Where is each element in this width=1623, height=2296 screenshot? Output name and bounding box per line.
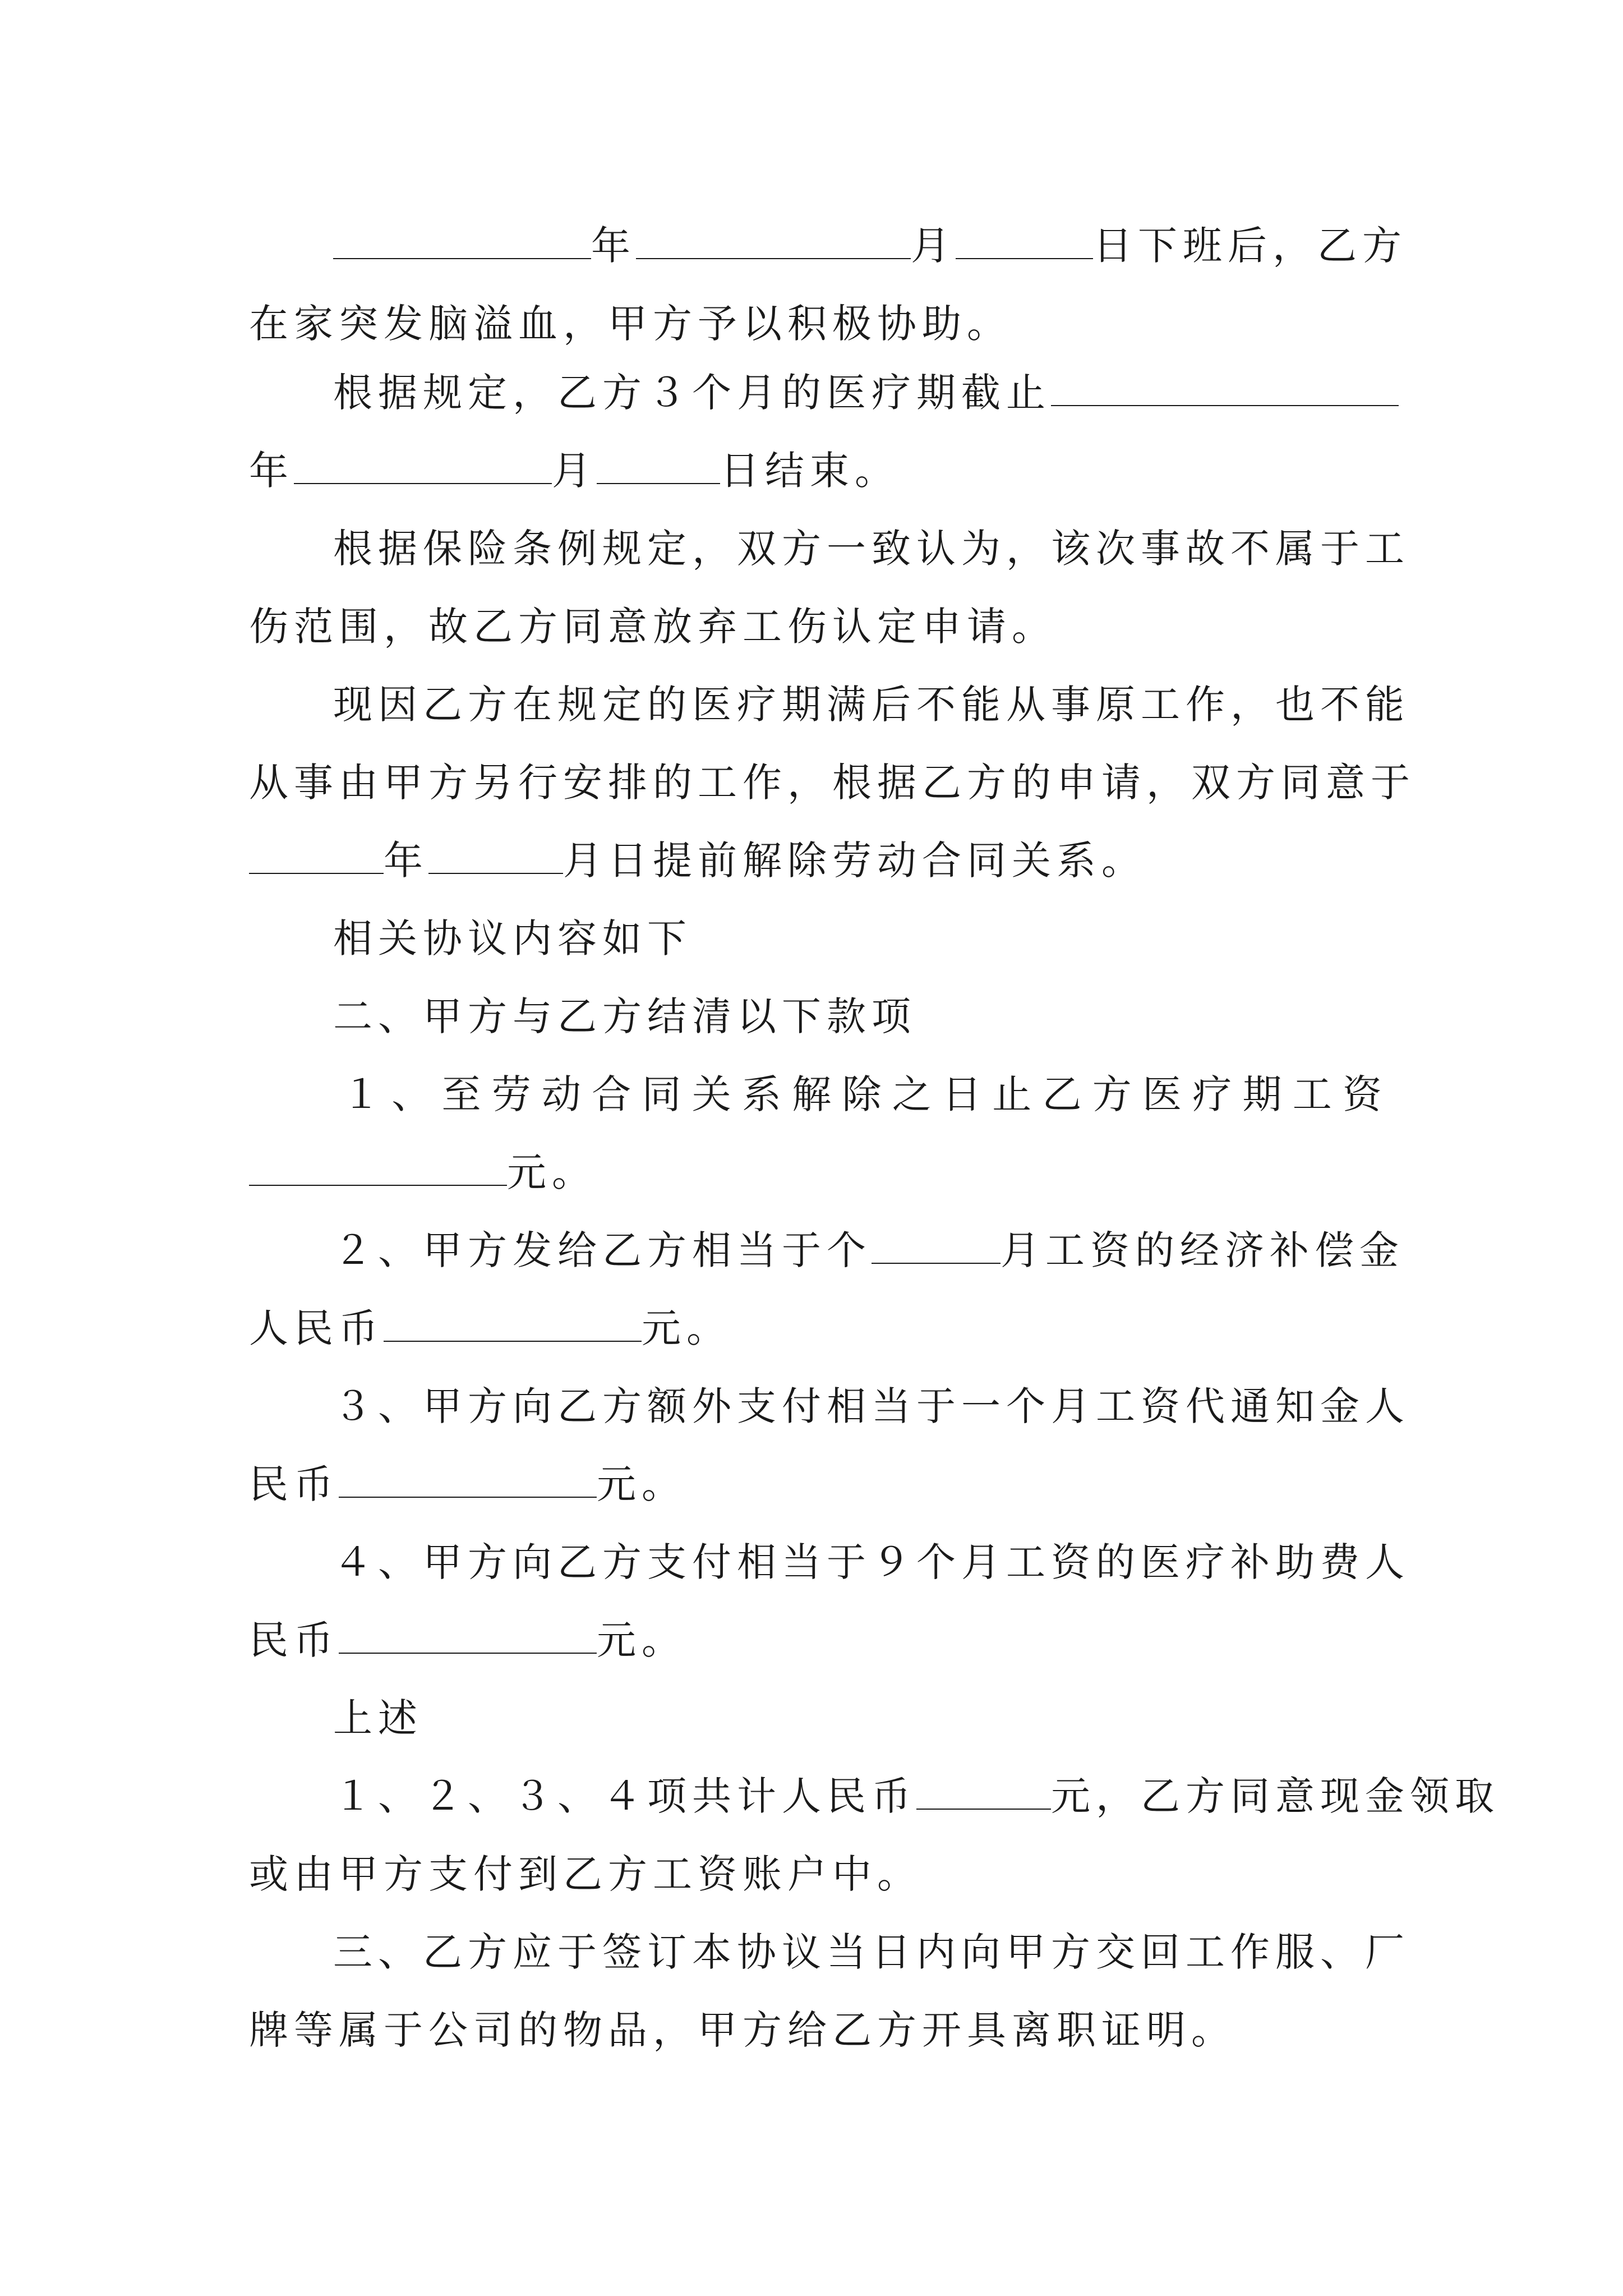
text-item-2-cont: 月工资的经济补偿金 <box>1000 1227 1404 1273</box>
text-day-after-work: 日下班后，乙方 <box>1093 223 1407 269</box>
item-2-compensation <box>249 1212 1404 1368</box>
text-line: 现因乙方在规定的医疗期满后不能从事原工作，也不能 <box>333 682 1410 728</box>
blank-total-amount <box>916 1777 1051 1810</box>
paragraph-total <box>249 1757 1500 1913</box>
item-4-medical-subsidy <box>249 1524 1410 1680</box>
blank-amount <box>249 1153 507 1186</box>
text-yuan: 元。 <box>507 1149 597 1195</box>
text-line <box>249 1290 1387 1368</box>
text-line <box>249 354 1387 432</box>
paragraph-agreement-intro <box>249 900 1387 978</box>
text-year: 年 <box>591 223 636 269</box>
text-line: 根据保险条例规定，双方一致认为，该次事故不属于工 <box>333 526 1410 572</box>
text-terminate: 月日提前解除劳动合同关系。 <box>563 838 1146 884</box>
text-yuan: 元。 <box>597 1461 686 1507</box>
item-3-notice-pay <box>249 1368 1410 1524</box>
text-line <box>249 1757 1500 1835</box>
text-line <box>249 207 1407 285</box>
blank-months <box>872 1231 1000 1264</box>
text-line: 上述 <box>333 1695 423 1741</box>
text-line: 相关协议内容如下 <box>333 915 692 961</box>
blank-month <box>636 227 911 259</box>
text-line <box>249 822 1387 900</box>
text-rmb: 民币 <box>249 1617 339 1663</box>
text-line: ４、甲方向乙方支付相当于９个月工资的医疗补助费人 <box>333 1539 1410 1585</box>
text-line: 从事由甲方另行安排的工作，根据乙方的申请，双方同意于 <box>249 760 1415 806</box>
text-line: 或由甲方支付到乙方工资账户中。 <box>249 1851 922 1897</box>
text-line: 三、乙方应于签订本协议当日内向甲方交回工作服、厂 <box>333 1929 1410 1975</box>
blank-amount <box>339 1621 597 1654</box>
section-two-heading <box>249 978 1387 1056</box>
blank-amount <box>384 1309 642 1342</box>
text-line <box>249 1602 1387 1680</box>
paragraph-termination <box>249 666 1415 900</box>
blank-amount <box>339 1465 597 1498</box>
text-year: 年 <box>384 838 428 884</box>
text-line <box>249 1134 1387 1212</box>
text-line: 牌等属于公司的物品，甲方给乙方开具离职证明。 <box>249 2007 1236 2053</box>
blank-year <box>333 227 591 259</box>
item-1-salary <box>249 1056 1387 1212</box>
blank-end-date <box>1051 374 1399 406</box>
blank-year <box>249 841 384 874</box>
blank-month <box>428 841 563 874</box>
blank-day <box>956 227 1093 259</box>
text-medical-period: 根据规定，乙方３个月的医疗期截止 <box>333 370 1051 416</box>
text-day-end: 日结束。 <box>720 448 900 494</box>
text-line <box>249 1446 1387 1524</box>
text-line: ３、甲方向乙方额外支付相当于一个月工资代通知金人 <box>333 1383 1410 1429</box>
paragraph-above <box>249 1680 1387 1757</box>
paragraph-medical-period <box>249 354 1387 510</box>
text-line: 伤范围，故乙方同意放弃工伤认定申请。 <box>249 604 1057 650</box>
text-line: 二、甲方与乙方结清以下款项 <box>333 993 916 1039</box>
blank-day <box>597 452 720 484</box>
text-yuan: 元。 <box>642 1305 731 1351</box>
text-total: １、２、３、４项共计人民币 <box>333 1773 916 1819</box>
text-total-cont: 元，乙方同意现金领取 <box>1051 1773 1500 1819</box>
paragraph-injury <box>249 510 1410 666</box>
text-item-2: ２、甲方发给乙方相当于个 <box>333 1227 872 1273</box>
text-line: １、至劳动合同关系解除之日止乙方医疗期工资 <box>342 1071 1387 1117</box>
text-line <box>249 1212 1404 1290</box>
text-year: 年 <box>249 448 294 494</box>
text-line: 在家突发脑溢血，甲方予以积极协助。 <box>249 301 1012 347</box>
text-line <box>249 432 1387 510</box>
section-three <box>249 1913 1410 2069</box>
text-rmb: 人民币 <box>249 1305 384 1351</box>
blank-month <box>294 452 552 484</box>
text-month: 月 <box>552 448 597 494</box>
text-yuan: 元。 <box>597 1617 686 1663</box>
paragraph-accident <box>249 207 1407 363</box>
text-month: 月 <box>911 223 956 269</box>
text-rmb: 民币 <box>249 1461 339 1507</box>
